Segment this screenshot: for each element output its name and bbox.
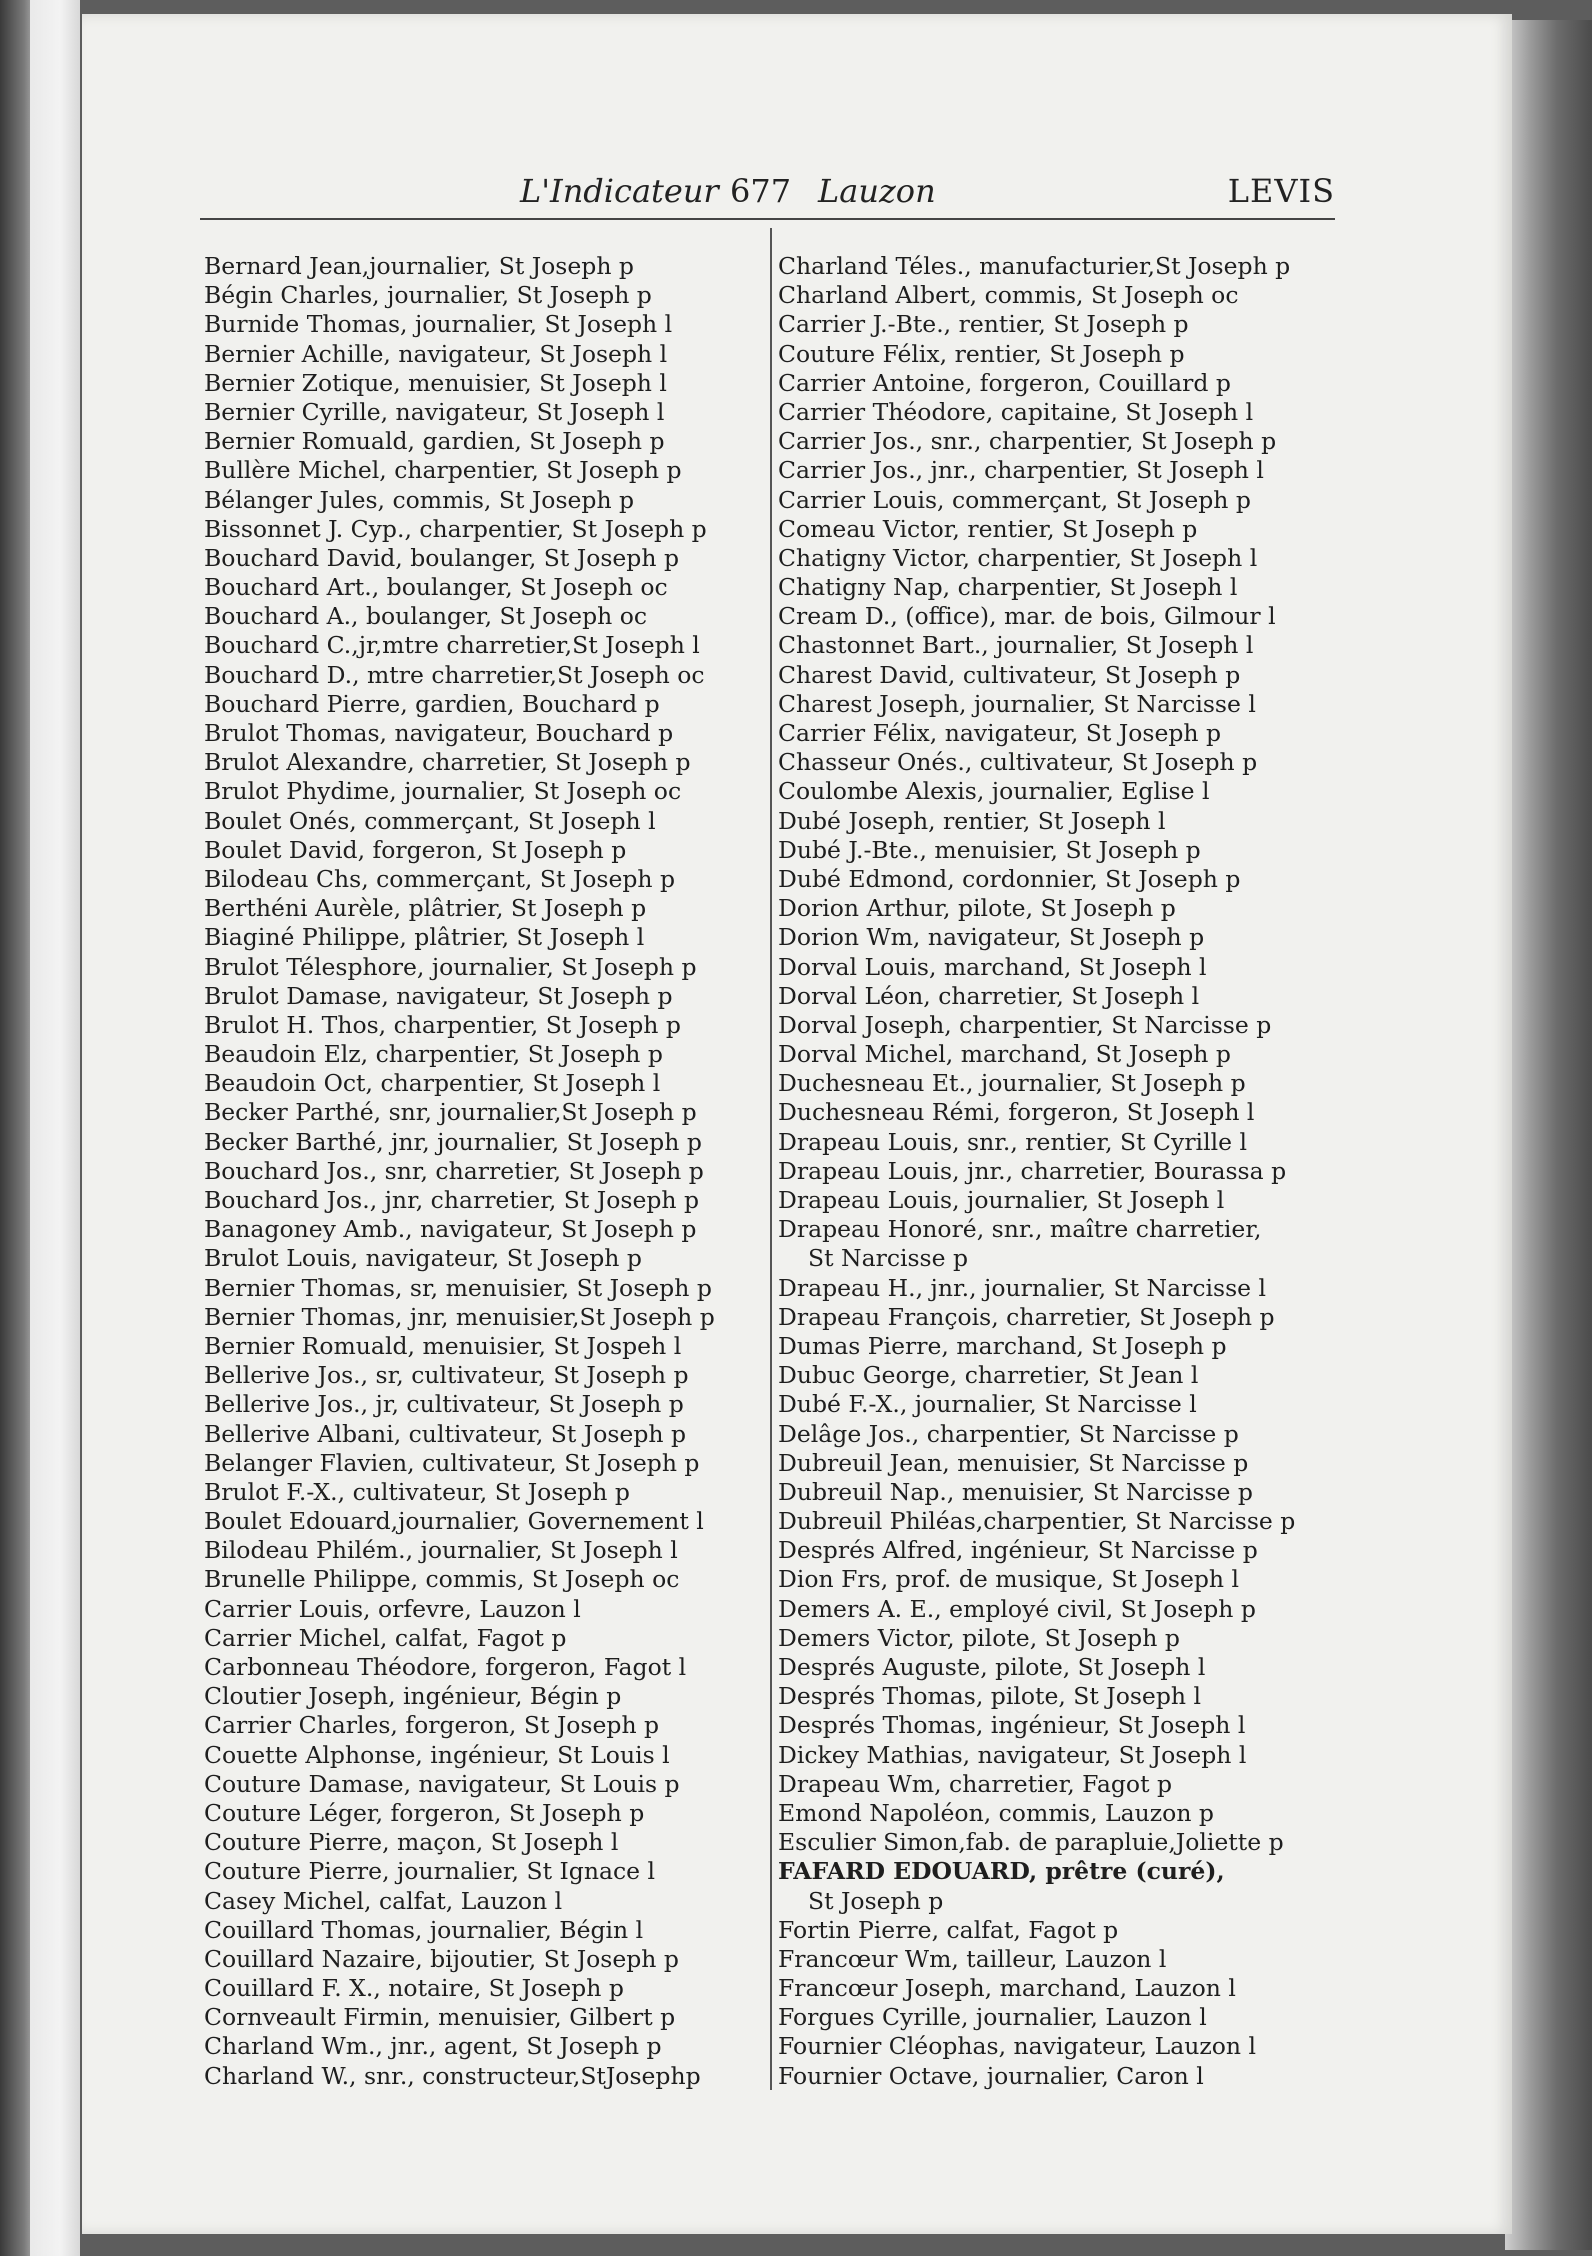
directory-entry: Dorval Michel, marchand, St Joseph p [778, 1040, 1231, 1069]
directory-entry: Chastonnet Bart., journalier, St Joseph l [778, 631, 1254, 660]
directory-entry: Carrier Antoine, forgeron, Couillard p [778, 368, 1231, 397]
directory-entry: Bissonnet J. Cyp., charpentier, St Joseph p [204, 514, 707, 543]
directory-entry: Charland Téles., manufacturier,St Joseph p [778, 252, 1291, 280]
directory-entry: Couture Pierre, journalier, St Ignace l [204, 1857, 656, 1886]
directory-entry: Dorion Wm, navigateur, St Joseph p [778, 923, 1205, 952]
directory-entry: Bélanger Jules, commis, St Joseph p [204, 485, 635, 514]
directory-entry: Cloutier Joseph, ingénieur, Bégin p [204, 1682, 622, 1711]
directory-entry: Berthéni Aurèle, plâtrier, St Joseph p [204, 894, 647, 923]
directory-entry: Carrier Jos., snr., charpentier, St Joseph p [778, 427, 1277, 456]
directory-entry: Bouchard C.,jr,mtre charretier,St Joseph l [204, 631, 700, 660]
directory-entry: Bernier Thomas, sr, menuisier, St Joseph p [204, 1273, 712, 1302]
directory-entry: Drapeau Louis, snr., rentier, St Cyrille l [778, 1127, 1247, 1156]
directory-entry: Couette Alphonse, ingénieur, St Louis l [204, 1740, 670, 1769]
directory-entry: Després Thomas, ingénieur, St Joseph l [778, 1711, 1246, 1740]
directory-entry: Charland W., snr., constructeur,StJosephp [204, 2061, 701, 2090]
directory-entry: Bouchard David, boulanger, St Joseph p [204, 543, 680, 572]
directory-entry: Dubé Edmond, cordonnier, St Joseph p [778, 864, 1241, 893]
directory-entry: Dubé J.-Bte., menuisier, St Joseph p [778, 835, 1201, 864]
directory-entry: Bouchard D., mtre charretier,St Joseph oc [204, 660, 705, 689]
directory-entry: Casey Michel, calfat, Lauzon l [204, 1886, 563, 1915]
directory-entry: Coulombe Alexis, journalier, Eglise l [778, 777, 1210, 806]
directory-entry: Becker Parthé, snr, journalier,St Joseph p [204, 1098, 697, 1127]
directory-entry: Esculier Simon,fab. de parapluie,Joliette p [778, 1828, 1284, 1857]
directory-entry: Drapeau François, charretier, St Joseph p [778, 1302, 1275, 1331]
directory-entry: Dubreuil Philéas,charpentier, St Narcisse p [778, 1507, 1296, 1536]
directory-entry: Becker Barthé, jnr, journalier, St Joseph p [204, 1127, 702, 1156]
directory-entry: Dorion Arthur, pilote, St Joseph p [778, 894, 1176, 923]
directory-entry: Couillard Thomas, journalier, Bégin l [204, 1915, 644, 1944]
directory-entry: Bernier Achille, navigateur, St Joseph l [204, 339, 668, 368]
directory-entry: Dorval Louis, marchand, St Joseph l [778, 952, 1207, 981]
directory-entry: Bernier Zotique, menuisier, St Joseph l [204, 368, 667, 397]
directory-entry: Couture Félix, rentier, St Joseph p [778, 339, 1185, 368]
directory-entry: Després Auguste, pilote, St Joseph l [778, 1653, 1206, 1681]
directory-entry: Fortin Pierre, calfat, Fagot p [778, 1915, 1119, 1944]
directory-entry: Després Thomas, pilote, St Joseph l [778, 1682, 1201, 1711]
directory-entry: Boulet David, forgeron, St Joseph p [204, 835, 627, 864]
directory-entry: Demers Victor, pilote, St Joseph p [778, 1623, 1180, 1652]
directory-entry: Banagoney Amb., navigateur, St Joseph p [204, 1215, 697, 1244]
directory-entry: Carrier Jos., jnr., charpentier, St Joseph l [778, 456, 1264, 485]
directory-entry: St Narcisse p [808, 1244, 969, 1273]
directory-entry: Francœur Wm, tailleur, Lauzon l [778, 1944, 1167, 1973]
directory-entry: Forgues Cyrille, journalier, Lauzon l [778, 2003, 1207, 2032]
directory-entry: Brulot Damase, navigateur, St Joseph p [204, 981, 673, 1010]
directory-entry: Francœur Joseph, marchand, Lauzon l [778, 1974, 1236, 2003]
directory-entry: Charest Joseph, journalier, St Narcisse l [778, 689, 1256, 718]
publication-title: L'Indicateur [520, 172, 719, 210]
directory-entry: Boulet Edouard,journalier, Governement l [204, 1507, 704, 1536]
directory-entry: Bernier Romuald, gardien, St Joseph p [204, 427, 665, 456]
right-column [778, 252, 1338, 2091]
directory-entry: Bernier Cyrille, navigateur, St Joseph l [204, 397, 665, 426]
book-cover-edge [1505, 20, 1592, 2250]
directory-entry: Brulot Télesphore, journalier, St Joseph p [204, 952, 697, 981]
directory-entry: Carbonneau Théodore, forgeron, Fagot l [204, 1653, 687, 1681]
column-divider [770, 228, 772, 2090]
directory-entry: Emond Napoléon, commis, Lauzon p [778, 1798, 1214, 1827]
directory-entry: Couture Damase, navigateur, St Louis p [204, 1769, 680, 1798]
directory-entry: Bellerive Jos., jr, cultivateur, St Joseph p [204, 1390, 684, 1419]
directory-entry: Bégin Charles, journalier, St Joseph p [204, 281, 652, 310]
directory-entry: Carrier Louis, commerçant, St Joseph p [778, 485, 1251, 514]
directory-entry: Bouchard Jos., jnr, charretier, St Joseph p [204, 1186, 700, 1214]
directory-entry: Beaudoin Oct, charpentier, St Joseph l [204, 1069, 661, 1098]
directory-entry: Bouchard Art., boulanger, St Joseph oc [204, 573, 668, 602]
directory-entry: Cornveault Firmin, menuisier, Gilbert p [204, 2003, 676, 2032]
directory-entry: Burnide Thomas, journalier, St Joseph l [204, 310, 673, 339]
directory-entry: Couillard Nazaire, bijoutier, St Joseph p [204, 1944, 679, 1973]
directory-entry: Dickey Mathias, navigateur, St Joseph l [778, 1740, 1247, 1769]
directory-entry: Dumas Pierre, marchand, St Joseph p [778, 1331, 1227, 1360]
directory-entry: Carrier Théodore, capitaine, St Joseph l [778, 397, 1254, 426]
facing-page-edge [30, 0, 80, 2256]
page-number: 677 [730, 172, 792, 210]
directory-entry: FAFARD EDOUARD, prêtre (curé), [778, 1857, 1225, 1886]
directory-entry: Couture Pierre, maçon, St Joseph l [204, 1828, 619, 1857]
directory-entry: Bellerive Albani, cultivateur, St Joseph p [204, 1419, 687, 1448]
directory-entry: Drapeau Honoré, snr., maître charretier, [778, 1215, 1262, 1244]
directory-entry: Boulet Onés, commerçant, St Joseph l [204, 806, 656, 835]
directory-entry: Dubuc George, charretier, St Jean l [778, 1361, 1199, 1390]
directory-entry: Carrier Charles, forgeron, St Joseph p [204, 1711, 660, 1740]
directory-entry: Carrier J.-Bte., rentier, St Joseph p [778, 310, 1189, 339]
town-name: Lauzon [818, 172, 936, 210]
directory-entry: Duchesneau Rémi, forgeron, St Joseph l [778, 1098, 1255, 1127]
running-header [200, 168, 1335, 220]
directory-entry: Bernier Romuald, menuisier, St Jospeh l [204, 1331, 682, 1360]
left-column [204, 252, 759, 2091]
directory-entry: Bernard Jean,journalier, St Joseph p [204, 252, 634, 280]
directory-entry: Dorval Léon, charretier, St Joseph l [778, 981, 1200, 1010]
directory-entry: Fournier Octave, journalier, Caron l [778, 2061, 1204, 2090]
directory-entry: Charland Albert, commis, St Joseph oc [778, 281, 1239, 310]
directory-entry: Carrier Félix, navigateur, St Joseph p [778, 719, 1222, 747]
directory-entry: Bouchard A., boulanger, St Joseph oc [204, 602, 648, 631]
directory-entry: Bernier Thomas, jnr, menuisier,St Joseph p [204, 1302, 715, 1331]
directory-entry: Bullère Michel, charpentier, St Joseph p [204, 456, 682, 485]
directory-entry: Belanger Flavien, cultivateur, St Joseph p [204, 1448, 700, 1477]
directory-entry: Beaudoin Elz, charpentier, St Joseph p [204, 1040, 663, 1069]
directory-entry: Dorval Joseph, charpentier, St Narcisse p [778, 1010, 1272, 1039]
directory-entry: Brulot Alexandre, charretier, St Joseph p [204, 748, 691, 777]
directory-entry: Dubreuil Jean, menuisier, St Narcisse p [778, 1448, 1249, 1477]
directory-entry: Dion Frs, prof. de musique, St Joseph l [778, 1565, 1240, 1594]
directory-entry: Fournier Cléophas, navigateur, Lauzon l [778, 2032, 1257, 2061]
directory-entry: Bilodeau Philém., journalier, St Joseph l [204, 1536, 678, 1565]
directory-entry: Comeau Victor, rentier, St Joseph p [778, 514, 1198, 543]
directory-entry: Dubé F.-X., journalier, St Narcisse l [778, 1390, 1197, 1419]
directory-entry: Drapeau Louis, jnr., charretier, Bourassa p [778, 1156, 1287, 1185]
directory-entry: Després Alfred, ingénieur, St Narcisse p [778, 1536, 1258, 1565]
directory-entry: Charest David, cultivateur, St Joseph p [778, 660, 1241, 689]
directory-entry: Bilodeau Chs, commerçant, St Joseph p [204, 864, 676, 893]
directory-entry: Bouchard Jos., snr, charretier, St Joseph p [204, 1156, 704, 1185]
directory-entry: Bouchard Pierre, gardien, Bouchard p [204, 689, 660, 718]
directory-entry: Duchesneau Et., journalier, St Joseph p [778, 1069, 1246, 1098]
directory-entry: Carrier Louis, orfevre, Lauzon l [204, 1594, 581, 1623]
directory-entry: Couillard F. X., notaire, St Joseph p [204, 1974, 624, 2003]
section-title: LEVIS [1227, 172, 1335, 210]
directory-entry: Chatigny Nap, charpentier, St Joseph l [778, 573, 1238, 602]
directory-entry: Couture Léger, forgeron, St Joseph p [204, 1798, 645, 1827]
directory-entry: Dubé Joseph, rentier, St Joseph l [778, 806, 1166, 835]
directory-entry: Carrier Michel, calfat, Fagot p [204, 1623, 567, 1652]
directory-entry: Drapeau Louis, journalier, St Joseph l [778, 1186, 1225, 1214]
directory-entry: Brulot Louis, navigateur, St Joseph p [204, 1244, 642, 1273]
directory-entry: Charland Wm., jnr., agent, St Joseph p [204, 2032, 662, 2061]
directory-entry: Delâge Jos., charpentier, St Narcisse p [778, 1419, 1239, 1448]
directory-entry: Bellerive Jos., sr, cultivateur, St Joseph p [204, 1361, 689, 1390]
directory-entry: Drapeau H., jnr., journalier, St Narcisse l [778, 1273, 1267, 1302]
directory-entry: Brulot F.-X., cultivateur, St Joseph p [204, 1477, 630, 1506]
directory-entry: Demers A. E., employé civil, St Joseph p [778, 1594, 1256, 1623]
directory-entry: Chatigny Victor, charpentier, St Joseph l [778, 543, 1258, 572]
directory-entry: Brulot Phydime, journalier, St Joseph oc [204, 777, 682, 806]
directory-entry: Brunelle Philippe, commis, St Joseph oc [204, 1565, 680, 1594]
directory-entry: Cream D., (office), mar. de bois, Gilmour l [778, 602, 1276, 631]
directory-entry: St Joseph p [808, 1886, 944, 1915]
directory-entry: Biaginé Philippe, plâtrier, St Joseph l [204, 923, 645, 952]
directory-entry: Brulot Thomas, navigateur, Bouchard p [204, 719, 674, 747]
directory-entry: Dubreuil Nap., menuisier, St Narcisse p [778, 1477, 1253, 1506]
directory-entry: Brulot H. Thos, charpentier, St Joseph p [204, 1010, 681, 1039]
directory-entry: Drapeau Wm, charretier, Fagot p [778, 1769, 1173, 1798]
directory-entry: Chasseur Onés., cultivateur, St Joseph p [778, 748, 1258, 777]
